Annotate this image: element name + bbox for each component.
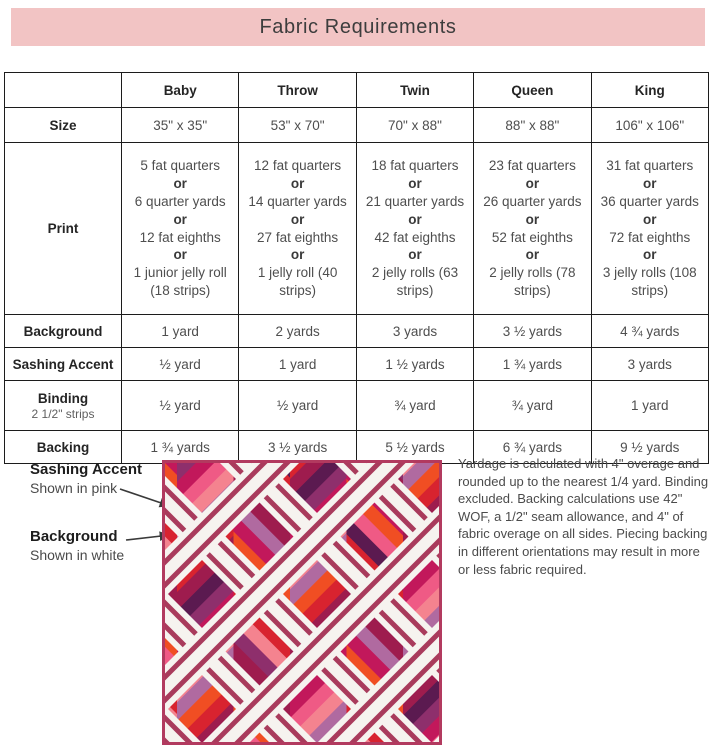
print-cell: 5 fat quarters or 6 quarter yards or 12 fat eighths or 1 junior jelly roll (18 strips) <box>122 143 239 315</box>
col-header-throw: Throw <box>239 73 356 108</box>
background-cell: 3 yards <box>356 315 473 348</box>
binding-cell: 1 yard <box>591 381 708 431</box>
binding-label: Binding <box>37 390 89 406</box>
background-row <box>5 315 709 348</box>
sashing-accent-cell: 3 yards <box>591 348 708 381</box>
print-cell: 18 fat quarters or 21 quarter yards or 42 fat eighths or 2 jelly rolls (63 strips) <box>356 143 473 315</box>
print-cell: 31 fat quarters or 36 quarter yards or 72 fat eighths or 3 jelly rolls (108 strips) <box>591 143 708 315</box>
title-banner <box>11 8 705 46</box>
row-label-sashing-accent: Sashing Accent <box>5 348 122 381</box>
binding-cell: ½ yard <box>239 381 356 431</box>
row-label-size: Size <box>5 108 122 143</box>
col-header-twin: Twin <box>356 73 473 108</box>
print-cell: 23 fat quarters or 26 quarter yards or 52 fat eighths or 2 jelly rolls (78 strips) <box>474 143 591 315</box>
col-header-queen: Queen <box>474 73 591 108</box>
legend-sashing-title: Sashing Accent <box>30 461 142 478</box>
print-row <box>5 143 709 315</box>
binding-sublabel: 2 1/2" strips <box>31 406 95 421</box>
fabric-requirements-table <box>4 72 709 464</box>
backing-cell: 9 ½ yards <box>591 431 708 464</box>
yardage-note: Yardage is calculated with 4" overage and rounded up to the nearest 1/4 yard. Binding excluded. Backing calculations use 42" WOF, a 1/2" seam allowance, and 4" of fabric overage on all sides. Piecing backing in different orientations may result in more or less fabric required. <box>458 456 709 577</box>
sashing-accent-row <box>5 348 709 381</box>
backing-cell: 3 ½ yards <box>239 431 356 464</box>
size-row <box>5 108 709 143</box>
legend-background <box>30 528 124 563</box>
row-label-background: Background <box>5 315 122 348</box>
size-cell: 70" x 88" <box>356 108 473 143</box>
header-row <box>5 73 709 108</box>
corner-cell <box>5 73 122 108</box>
background-cell: 2 yards <box>239 315 356 348</box>
backing-cell: 1 ¾ yards <box>122 431 239 464</box>
page-title: Fabric Requirements <box>259 15 457 38</box>
legend-background-subtitle: Shown in white <box>30 547 125 563</box>
row-label-print: Print <box>5 143 122 315</box>
print-cell: 12 fat quarters or 14 quarter yards or 27 fat eighths or 1 jelly roll (40 strips) <box>239 143 356 315</box>
binding-row <box>5 381 709 431</box>
size-cell: 106" x 106" <box>591 108 708 143</box>
size-cell: 53" x 70" <box>239 108 356 143</box>
size-cell: 88" x 88" <box>474 108 591 143</box>
col-header-king: King <box>591 73 708 108</box>
legend-background-title: Background <box>30 528 118 545</box>
binding-cell: ¾ yard <box>356 381 473 431</box>
background-cell: 1 yard <box>122 315 239 348</box>
row-label-binding <box>5 381 122 431</box>
backing-cell: 5 ½ yards <box>356 431 473 464</box>
binding-cell: ½ yard <box>122 381 239 431</box>
binding-cell: ¾ yard <box>474 381 591 431</box>
background-cell: 3 ½ yards <box>474 315 591 348</box>
row-label-backing: Backing <box>5 431 122 464</box>
background-cell: 4 ¾ yards <box>591 315 708 348</box>
backing-cell: 6 ¾ yards <box>474 431 591 464</box>
sashing-accent-cell: 1 ½ yards <box>356 348 473 381</box>
size-cell: 35" x 35" <box>122 108 239 143</box>
sashing-accent-cell: 1 yard <box>239 348 356 381</box>
col-header-baby: Baby <box>122 73 239 108</box>
sashing-accent-cell: 1 ¾ yards <box>474 348 591 381</box>
quilt-preview-image <box>162 460 442 745</box>
sashing-accent-cell: ½ yard <box>122 348 239 381</box>
legend-sashing-subtitle: Shown in pink <box>30 480 118 496</box>
